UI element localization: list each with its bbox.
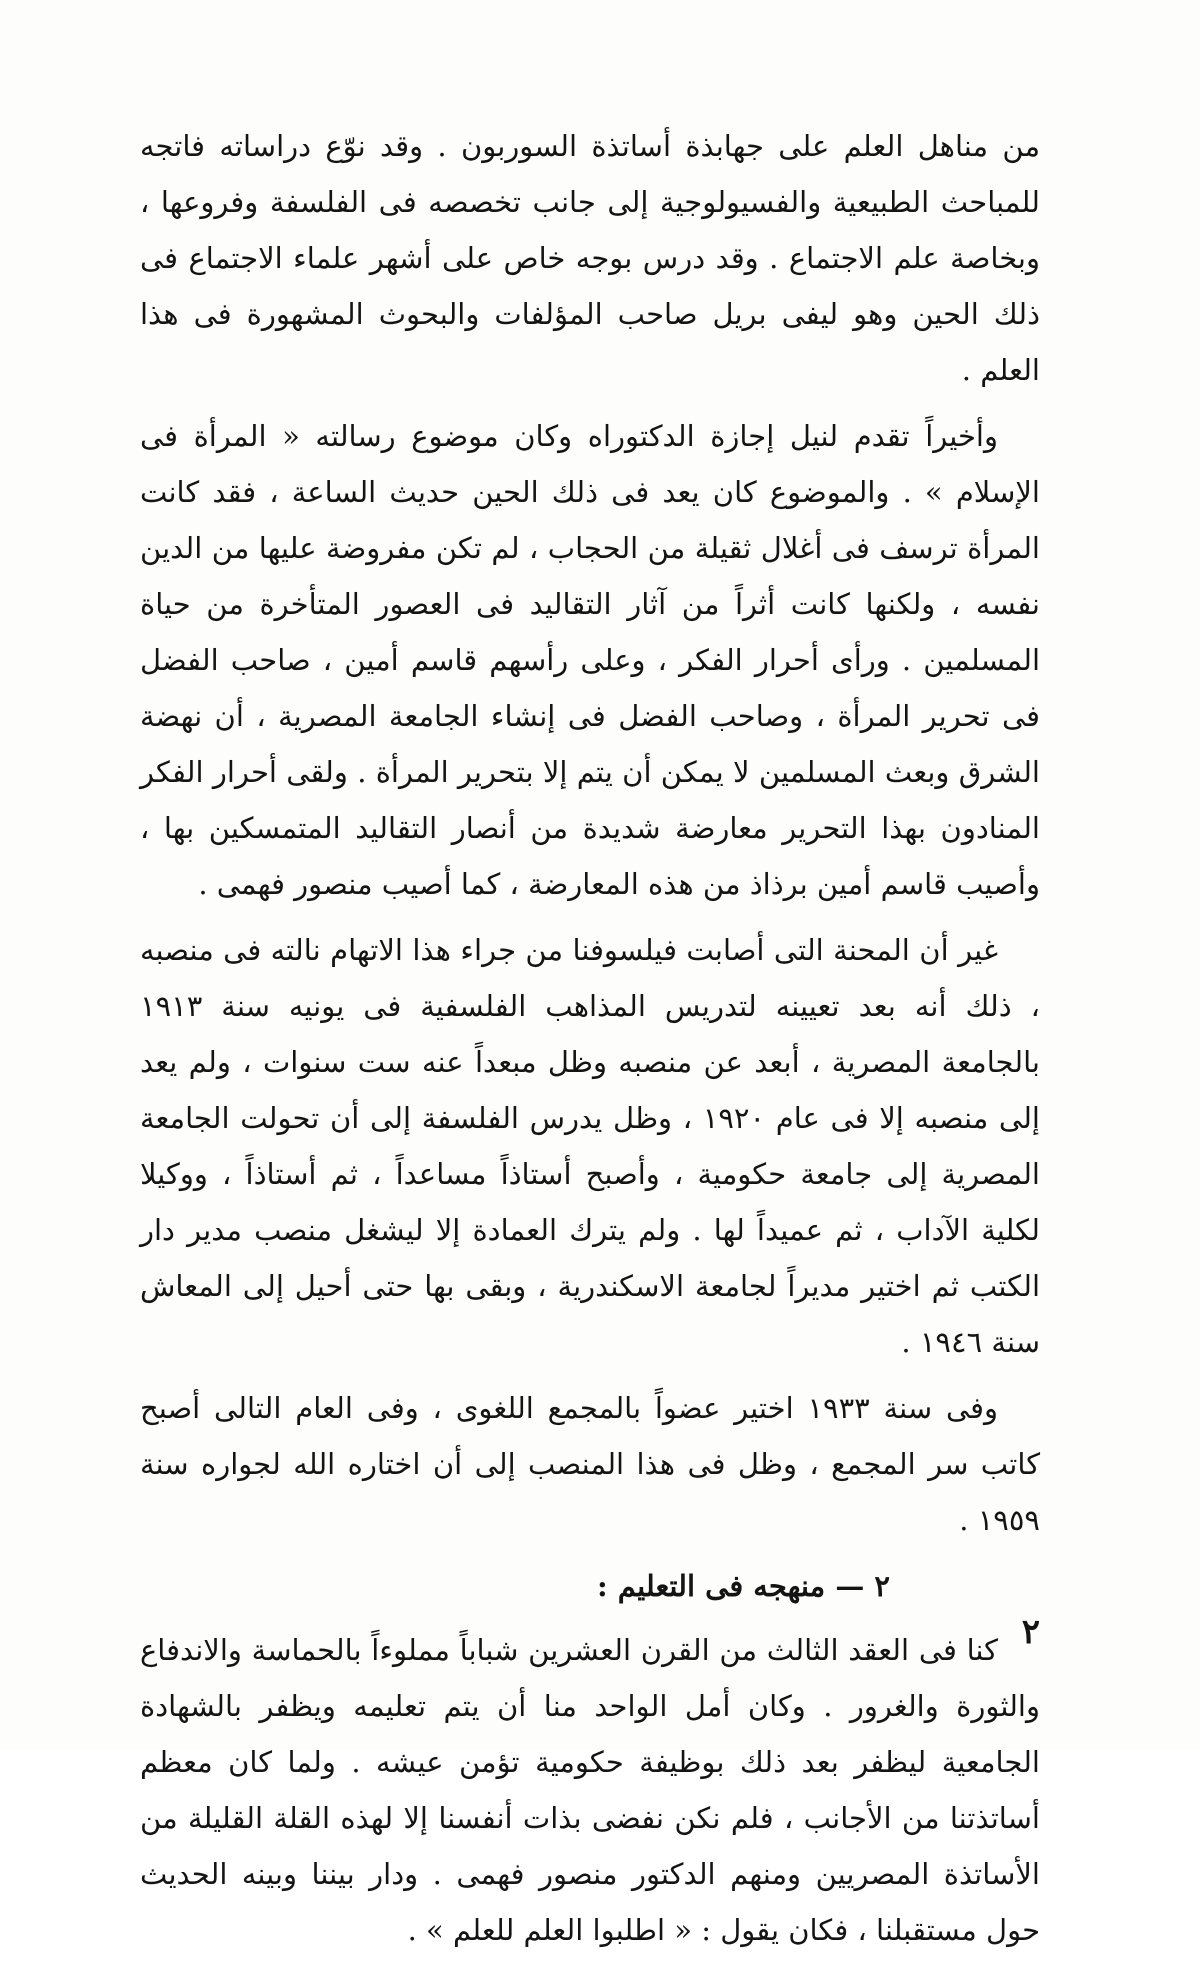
paragraph-3: غير أن المحنة التى أصابت فيلسوفنا من جراء هذا الاتهام نالته فى منصبه ، ذلك أنه بعد تعيينه لتدريس المذاهب الفلسفية فى يونيه سنة ١٩١٣ بالجامعة المصرية ، أبعد عن منصبه وظل مبعداً عنه ست سنوات ، ولم يعد إلى منصبه إلا فى عام ١٩٢٠ ، وظل يدرس الفلسفة إلى أن تحولت الجامعة المصرية إلى جامعة حكومية ، وأصبح أستاذاً مساعداً ، ثم أستاذاً ، ووكيلا لكلية الآداب ، ثم عميداً لها . ولم يترك العمادة إلا ليشغل منصب مدير دار الكتب ثم اختير مديراً لجامعة الاسكندرية ، وبقى بها حتى أحيل إلى المعاش سنة ١٩٤٦ . — [140, 933, 1040, 1359]
paragraph-4: وفى سنة ١٩٣٣ اختير عضواً بالمجمع اللغوى ، وفى العام التالى أصبح كاتب سر المجمع ، وظل فى هذا المنصب إلى أن اختاره الله لجواره سنة ١٩٥٩ . — [140, 1391, 1040, 1537]
page-number: ٢ — [1021, 1612, 1040, 1652]
section-heading: ٢ — منهجه فى التعليم : — [596, 1569, 890, 1603]
paragraph-5: كنا فى العقد الثالث من القرن العشرين شباباً مملوءاً بالحماسة والاندفاع والثورة والغرور . وكان أمل الواحد منا أن يتم تعليمه ويظفر بالشهادة الجامعية ليظفر بعد ذلك بوظيفة حكومية تؤمن عيشه . ولما كان معظم أساتذتنا من الأجانب ، فلم نكن نفضى بذات أنفسنا إلا لهذه القلة القليلة من الأساتذة المصريين ومنهم الدكتور منصور فهمى . ودار بيننا وبينه الحديث حول مستقبلنا ، فكان يقول : « اطلبوا العلم للعلم » . — [140, 1633, 1040, 1947]
paragraph-2: وأخيراً تقدم لنيل إجازة الدكتوراه وكان موضوع رسالته « المرأة فى الإسلام » . والموضوع كان يعد فى ذلك الحين حديث الساعة ، فقد كانت المرأة ترسف فى أغلال ثقيلة من الحجاب ، لم تكن مفروضة عليها من الدين نفسه ، ولكنها كانت أثراً من آثار التقاليد فى العصور المتأخرة من حياة المسلمين . ورأى أحرار الفكر ، وعلى رأسهم قاسم أمين ، صاحب الفضل فى تحرير المرأة ، وصاحب الفضل فى إنشاء الجامعة المصرية ، أن نهضة الشرق وبعث المسلمين لا يمكن أن يتم إلا بتحرير المرأة . ولقى أحرار الفكر المنادون بهذا التحرير معارضة شديدة من أنصار التقاليد المتمسكين بها ، وأصيب قاسم أمين برذاذ من هذه المعارضة ، كما أصيب منصور فهمى . — [140, 419, 1040, 901]
body-text — [140, 118, 1040, 1968]
paragraph-1: من مناهل العلم على جهابذة أساتذة السوربون . وقد نوّع دراساته فاتجه للمباحث الطبيعية والفسيولوجية إلى جانب تخصصه فى الفلسفة وفروعها ، وبخاصة علم الاجتماع . وقد درس بوجه خاص على أشهر علماء الاجتماع فى ذلك الحين وهو ليفى بريل صاحب المؤلفات والبحوث المشهورة فى هذا العلم . — [140, 129, 1040, 387]
